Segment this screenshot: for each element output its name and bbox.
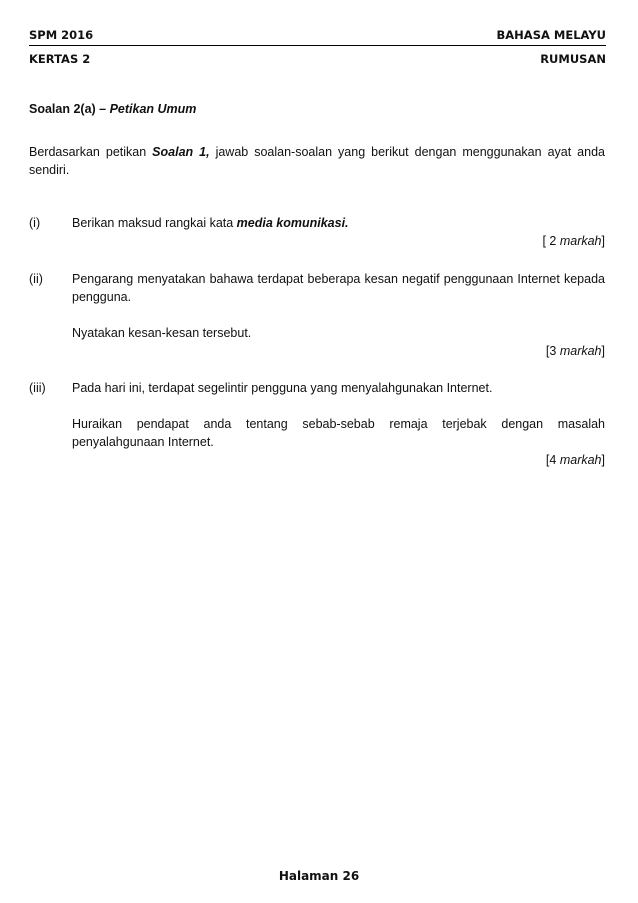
marks-close: ] [601,344,605,358]
question-instruction: Nyatakan kesan-kesan tersebut. [72,326,252,340]
page-header [29,26,606,66]
section-title-dash: – [95,102,110,116]
section-title-prefix: Soalan 2(a) [29,102,96,116]
question-text: Pengarang menyatakan bahawa terdapat beberapa kesan negatif penggunaan Internet kepada pengguna. [72,272,605,304]
marks-open: [ 2 [542,234,560,248]
header-row-top [29,26,606,42]
question-key-term: media komunikasi. [236,216,349,230]
section-type: RUMUSAN [540,52,606,66]
header-row-bottom [29,50,606,66]
paper-number: KERTAS 2 [29,52,91,66]
instructions-reference: Soalan 1, [152,145,210,159]
section-title-italic: Petikan Umum [109,102,197,116]
question-instruction: Huraikan pendapat anda tentang sebab-sebab remaja terjebak dengan masalah penyalahgunaan Internet. [72,417,605,449]
question-body [72,270,605,360]
instructions [29,143,605,179]
question-number: (ii) [29,272,43,286]
question-text [72,214,605,232]
marks-label [72,232,605,250]
marks-close: ] [601,453,605,467]
page-footer [0,869,638,883]
marks-word: markah [559,453,602,467]
exam-year: SPM 2016 [29,28,94,42]
question-1 [29,214,605,250]
marks-open: [3 [545,344,560,358]
subject-name: BAHASA MELAYU [496,28,606,42]
marks-label [72,451,605,469]
question-number: (iii) [29,381,46,395]
instructions-text-start: Berdasarkan petikan [29,145,153,159]
header-divider [29,45,606,46]
question-body [72,214,605,250]
instructions-text-end: jawab soalan-soalan yang berikut dengan menggunakan ayat anda sendiri. [29,145,605,177]
marks-word: markah [559,234,602,248]
question-text: Pada hari ini, terdapat segelintir pengguna yang menyalahgunakan Internet. [72,381,493,395]
marks-label [72,342,605,360]
question-body [72,379,605,469]
question-number: (i) [29,216,41,230]
section-title [29,102,196,116]
marks-open: [4 [545,453,560,467]
marks-close: ] [601,234,605,248]
marks-word: markah [559,344,602,358]
question-text-start: Berikan maksud rangkai kata [72,216,237,230]
question-3 [29,379,605,469]
question-2 [29,270,605,360]
page-number: Halaman 26 [278,869,360,883]
